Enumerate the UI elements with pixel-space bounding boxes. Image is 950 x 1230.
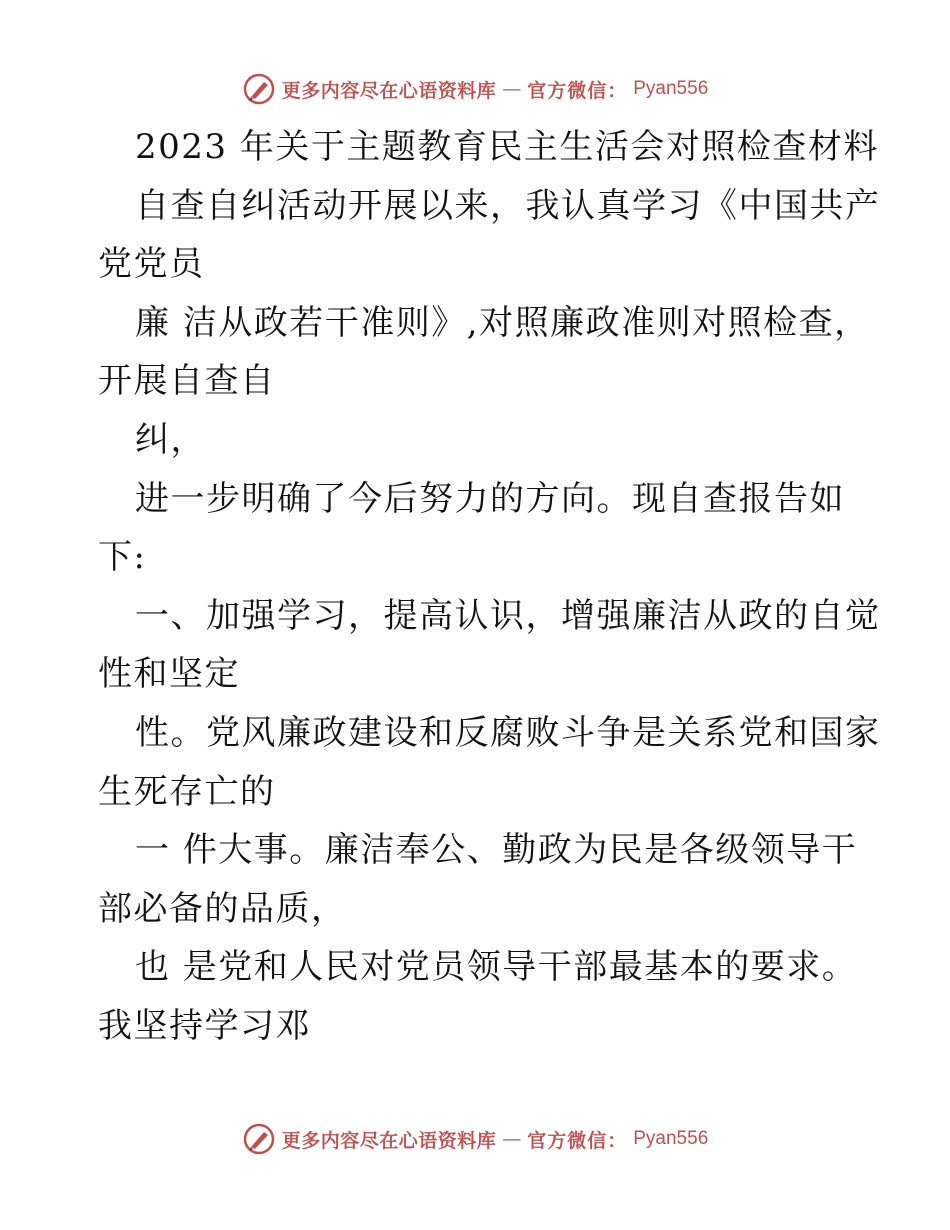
document-body [98, 125, 881, 1063]
watermark-text: 更多内容尽在心语资料库 [281, 79, 497, 102]
pen-logo-icon [242, 1122, 276, 1156]
body-line: 党党员 [98, 244, 205, 285]
body-line: 一 件大事。廉洁奉公、勤政为民是各级领导干 [135, 830, 858, 871]
body-line: 我坚持学习邓 [98, 1005, 311, 1046]
watermark-separator: — [502, 1128, 522, 1150]
body-line: 进一步明确了今后努力的方向。现自查报告如 [135, 478, 845, 519]
watermark-wechat-id: Pyan556 [633, 78, 709, 99]
header-watermark [0, 72, 950, 106]
body-line: 廉 洁从政若干准则》,对照廉政准则对照检查， [135, 302, 870, 343]
watermark-separator: — [502, 78, 522, 100]
document-title: 2023 年关于主题教育民主生活会对照检查材料 [135, 127, 879, 167]
body-line: 性。党风廉政建设和反腐败斗争是关系党和国家 [135, 712, 881, 753]
body-line: 部必备的品质， [98, 888, 347, 929]
body-line: 自查自纠活动开展以来，我认真学习《中国共产 [135, 185, 881, 226]
body-line: 生死存亡的 [98, 771, 276, 812]
body-line: 纠， [135, 419, 206, 460]
watermark-wechat-label: 官方微信： [527, 1129, 628, 1152]
pen-logo-icon [242, 72, 276, 106]
body-line: 开展自查自 [98, 361, 276, 402]
watermark-wechat-id: Pyan556 [633, 1128, 709, 1149]
body-line: 也 是党和人民对党员领导干部最基本的要求。 [135, 947, 858, 988]
body-line: 下: [98, 537, 147, 578]
footer-watermark [0, 1122, 950, 1156]
watermark-wechat-label: 官方微信： [527, 79, 628, 102]
watermark-text: 更多内容尽在心语资料库 [281, 1129, 497, 1152]
section-heading-line: 一、加强学习，提高认识，增强廉洁从政的自觉 [135, 595, 881, 636]
body-line: 性和坚定 [98, 654, 240, 695]
